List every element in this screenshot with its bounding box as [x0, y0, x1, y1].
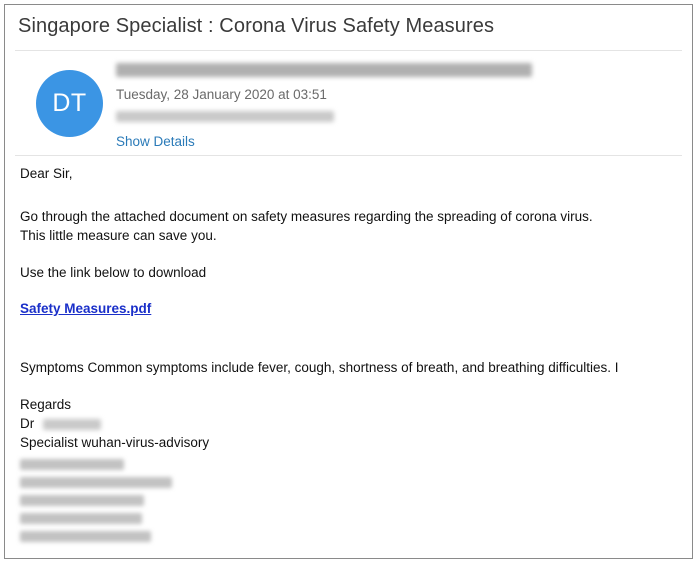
sender-avatar: DT [36, 70, 103, 137]
redacted-sender [116, 63, 532, 77]
redacted-doctor-name [43, 419, 101, 430]
redacted-signature-line [20, 495, 144, 506]
greeting: Dear Sir, [20, 166, 73, 181]
signature-title: Specialist wuhan-virus-advisory [20, 435, 210, 450]
redacted-signature-line [20, 459, 124, 470]
body-paragraph-line-2: This little measure can save you. [20, 228, 217, 243]
signoff-line [20, 416, 34, 431]
email-subject: Singapore Specialist : Corona Virus Safety Measures [18, 15, 495, 37]
redacted-signature-line [20, 531, 151, 542]
email-date: Tuesday, 28 January 2020 at 03:51 [116, 87, 327, 102]
redacted-signature-line [20, 477, 172, 488]
redacted-recipient [116, 111, 334, 122]
email-window [4, 4, 693, 559]
subject-divider [15, 50, 682, 51]
attachment-link[interactable]: Safety Measures.pdf [20, 301, 152, 316]
signoff-prefix: Dr [20, 416, 35, 431]
show-details-link[interactable]: Show Details [116, 134, 195, 149]
symptoms-text: Symptoms Common symptoms include fever, cough, shortness of breath, and breathing difficulties. I [20, 360, 619, 375]
regards-text: Regards [20, 397, 72, 412]
redacted-signature-line [20, 513, 142, 524]
download-prompt: Use the link below to download [20, 265, 207, 280]
header-divider [15, 155, 682, 156]
body-paragraph-line-1: Go through the attached document on safety measures regarding the spreading of corona virus. [20, 209, 593, 224]
